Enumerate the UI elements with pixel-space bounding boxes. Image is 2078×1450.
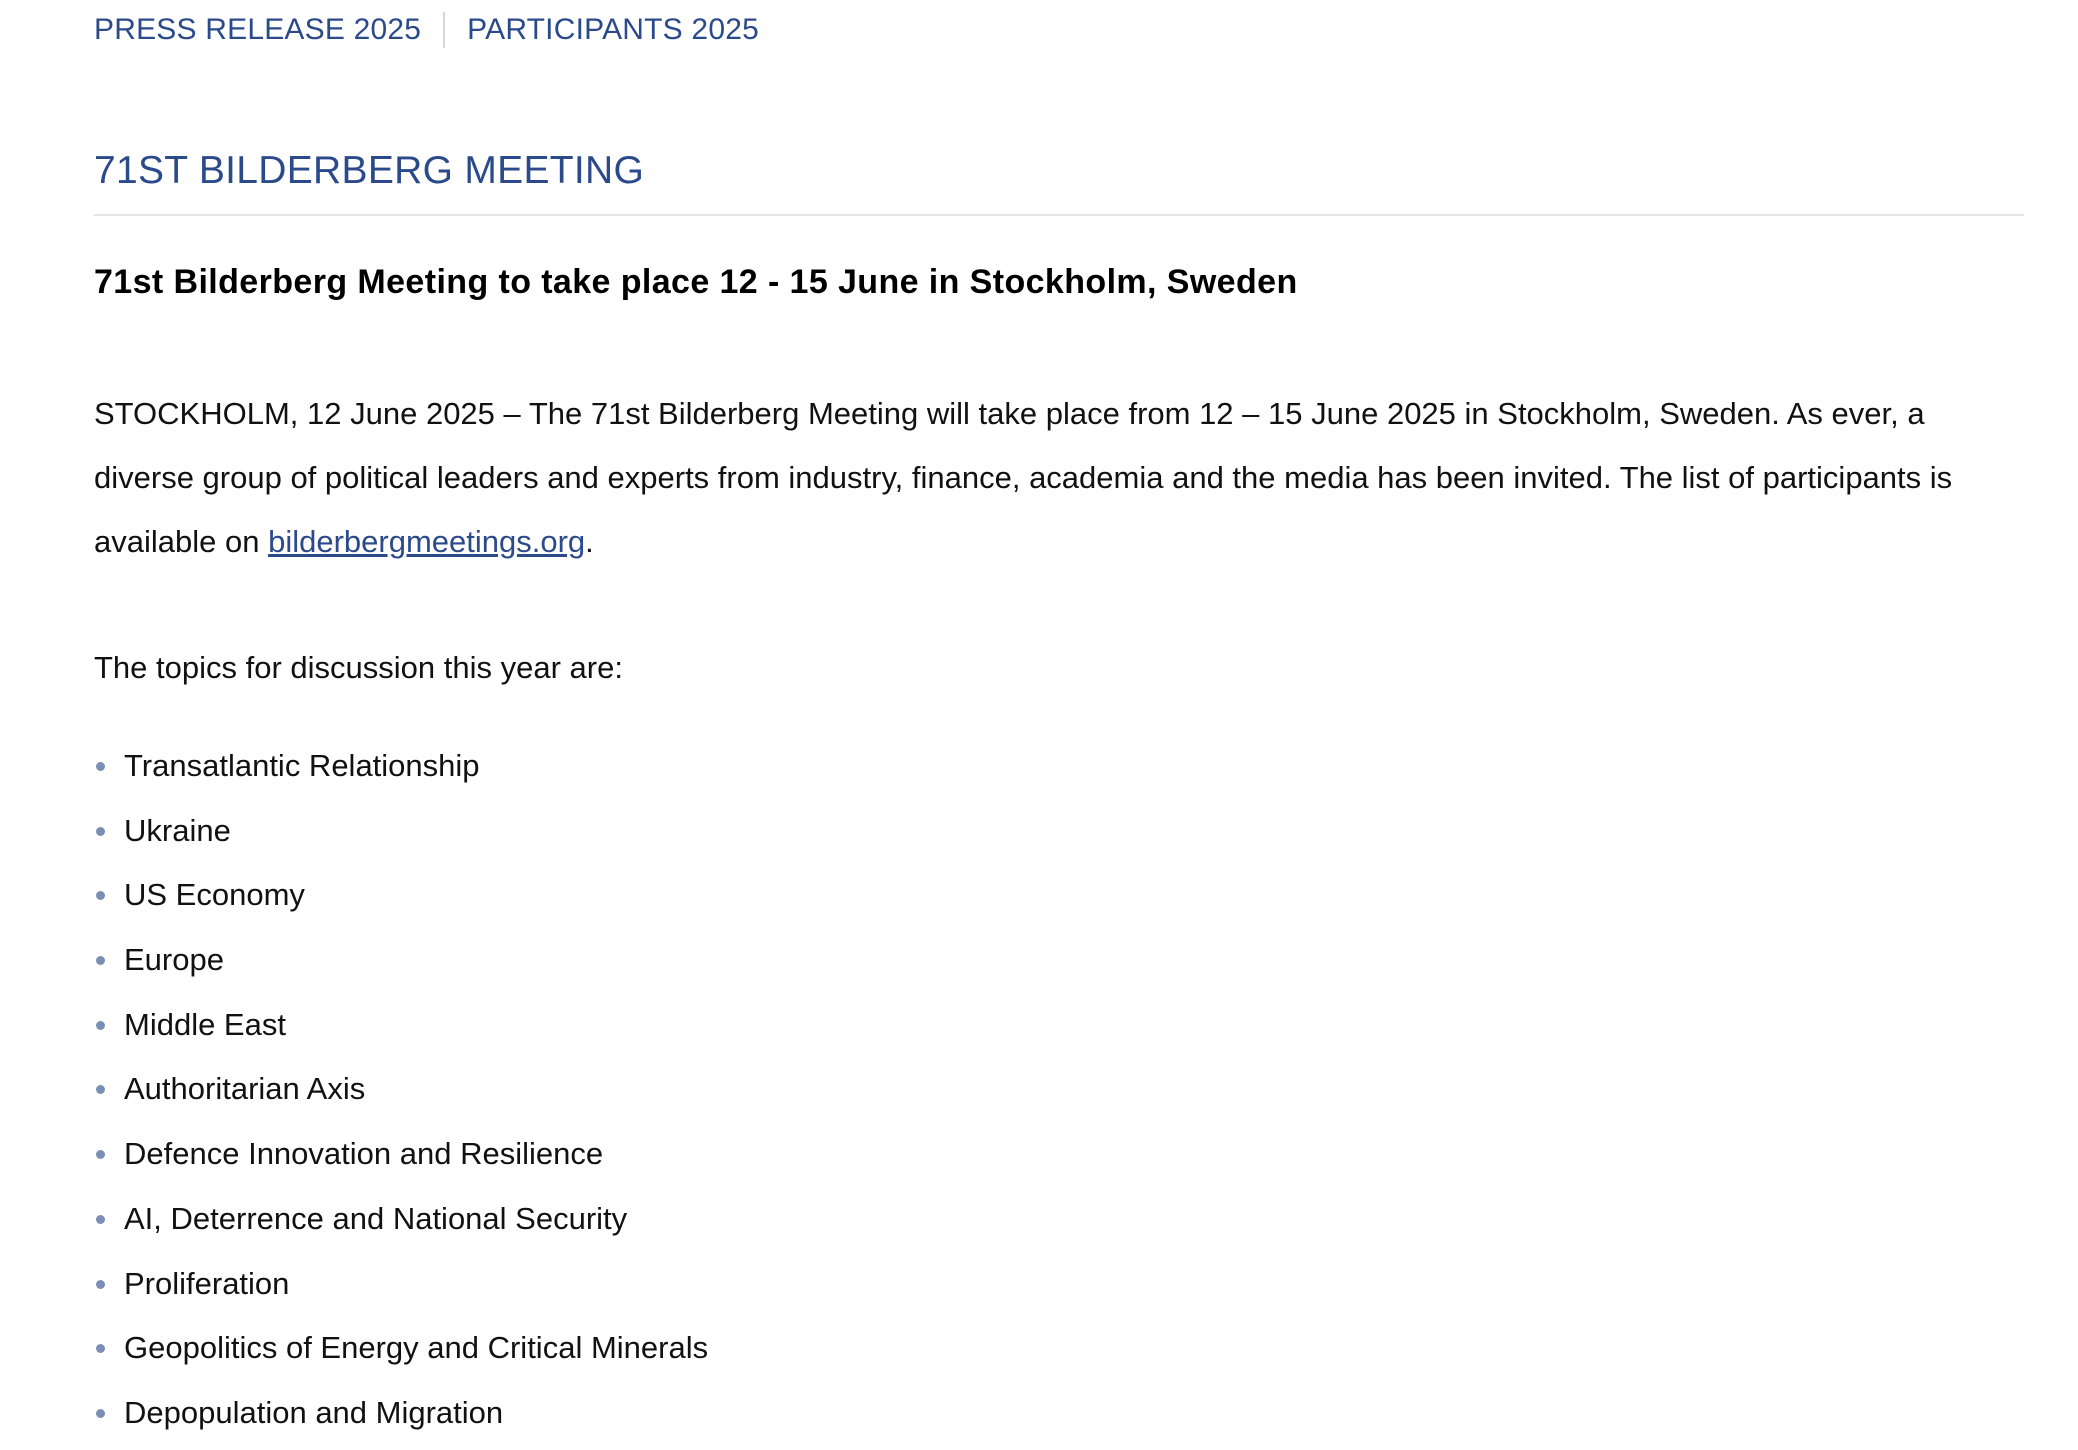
subnav (94, 10, 759, 50)
bullet-icon (96, 1150, 105, 1159)
topic-item (94, 1122, 708, 1187)
topic-label: Geopolitics of Energy and Critical Minerals (124, 1330, 709, 1366)
intro-text: STOCKHOLM, 12 June 2025 – The 71st Bilderberg Meeting will take place from 12 – 15 June 2025 in Stockholm, Sweden. As ever, a diverse group of political leaders and experts from industry, finance, academia and the media has been invited. The list of participants is available on (94, 396, 1953, 559)
topic-item (94, 1381, 708, 1446)
topic-item (94, 799, 708, 864)
intro-paragraph (94, 382, 2024, 574)
page-title: 71ST BILDERBERG MEETING (94, 149, 645, 192)
bullet-icon (96, 1215, 105, 1224)
topic-label: Middle East (124, 1006, 286, 1042)
topic-label: Depopulation and Migration (124, 1394, 504, 1430)
topic-label: Authoritarian Axis (124, 1071, 366, 1107)
topic-item (94, 1252, 708, 1317)
bullet-icon (96, 891, 105, 900)
topic-item (94, 734, 708, 799)
topic-item (94, 1316, 708, 1381)
topic-label: Proliferation (124, 1265, 290, 1301)
topic-item (94, 863, 708, 928)
topic-label: Defence Innovation and Resilience (124, 1136, 604, 1172)
subnav-link-participants[interactable]: PARTICIPANTS 2025 (467, 13, 759, 46)
bullet-icon (96, 956, 105, 965)
bilderberg-site-link[interactable]: bilderbergmeetings.org (268, 524, 586, 559)
topic-label: US Economy (124, 877, 305, 913)
topic-item (94, 1057, 708, 1122)
topic-item (94, 928, 708, 993)
subnav-link-press-release[interactable]: PRESS RELEASE 2025 (94, 13, 422, 46)
topic-item (94, 993, 708, 1058)
press-release-headline: 71st Bilderberg Meeting to take place 12 - 15 June in Stockholm, Sweden (94, 263, 1298, 301)
bullet-icon (96, 1409, 105, 1418)
bullet-icon (96, 1344, 105, 1353)
topic-item (94, 1187, 708, 1252)
title-divider (94, 214, 2024, 216)
topic-label: AI, Deterrence and National Security (124, 1200, 628, 1236)
bullet-icon (96, 827, 105, 836)
bullet-icon (96, 762, 105, 771)
topic-label: Ukraine (124, 812, 231, 848)
topic-label: Europe (124, 942, 224, 978)
topics-list (94, 734, 708, 1446)
bullet-icon (96, 1021, 105, 1030)
bullet-icon (96, 1085, 105, 1094)
bullet-icon (96, 1280, 105, 1289)
subnav-divider (443, 12, 445, 48)
topics-lead: The topics for discussion this year are: (94, 650, 623, 685)
intro-text-end: . (585, 524, 594, 559)
topic-label: Transatlantic Relationship (124, 748, 480, 783)
